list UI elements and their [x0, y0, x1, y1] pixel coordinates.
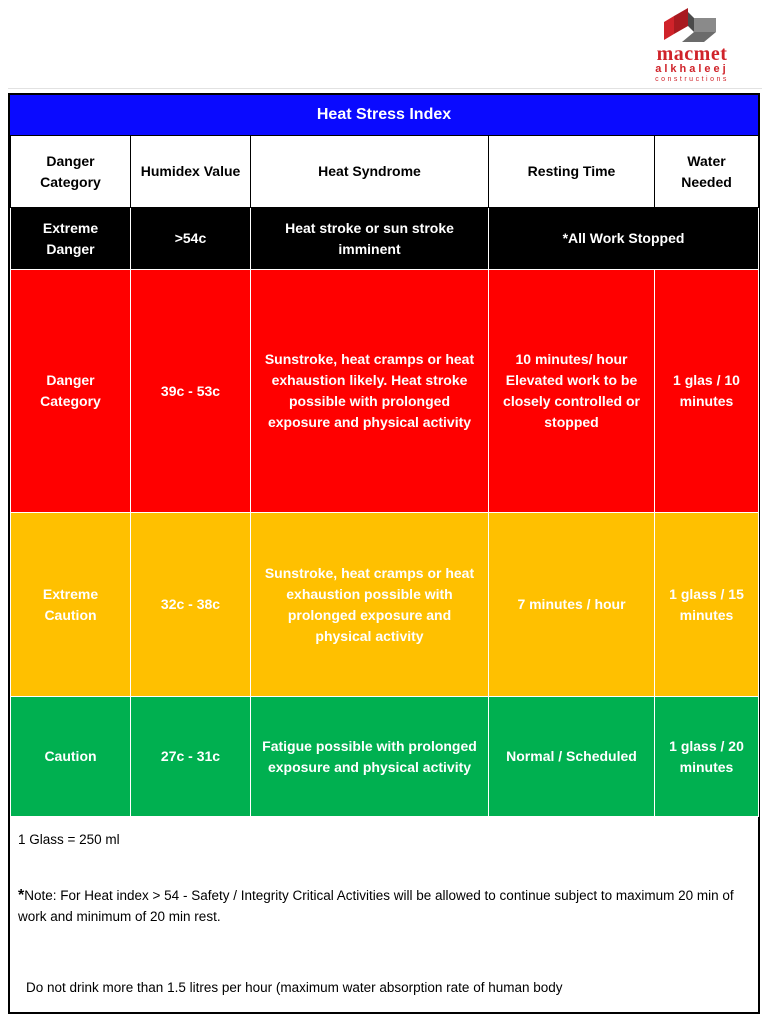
cell-resting: Normal / Scheduled [489, 697, 655, 817]
header-resting-time: Resting Time [489, 136, 655, 208]
cell-humidex: 32c - 38c [131, 513, 251, 697]
cell-water: 1 glas / 10 minutes [655, 270, 759, 513]
cell-humidex: >54c [131, 208, 251, 270]
cell-syndrome: Sunstroke, heat cramps or heat exhaustion possible with prolonged exposure and physical activity [251, 513, 489, 697]
table-header-row [11, 136, 759, 208]
note-text: Note: For Heat index > 54 - Safety / Integrity Critical Activities will be allowed to continue subject to maximum 20 min of work and minimum of 20 min rest. [18, 888, 734, 924]
building-logo-icon [660, 6, 724, 44]
cell-category: Extreme Danger [11, 208, 131, 270]
cell-resting: 10 minutes/ hour Elevated work to be closely controlled or stopped [489, 270, 655, 513]
heat-stress-table [10, 135, 759, 817]
table-row [11, 513, 759, 697]
table-row [11, 208, 759, 270]
cell-category: Caution [11, 697, 131, 817]
glass-note: 1 Glass = 250 ml [18, 832, 120, 847]
cell-humidex: 39c - 53c [131, 270, 251, 513]
table-row [11, 697, 759, 817]
drink-limit-note: Do not drink more than 1.5 litres per hour (maximum water absorption rate of human body [26, 980, 563, 995]
logo-brand-bottom: alkhaleej [655, 63, 729, 75]
table-title: Heat Stress Index [10, 95, 758, 135]
cell-water: 1 glass / 15 minutes [655, 513, 759, 697]
note-asterisk: * [18, 887, 25, 904]
heat-index-note [18, 885, 748, 927]
logo-brand-top: macmet [656, 43, 728, 65]
table-row [11, 270, 759, 513]
cell-category: Extreme Caution [11, 513, 131, 697]
header-heat-syndrome: Heat Syndrome [251, 136, 489, 208]
header-water-needed: Water Needed [655, 136, 759, 208]
cell-syndrome: Fatigue possible with prolonged exposure and physical activity [251, 697, 489, 817]
cell-humidex: 27c - 31c [131, 697, 251, 817]
header-humidex-value: Humidex Value [131, 136, 251, 208]
company-logo [636, 6, 748, 86]
cell-syndrome: Heat stroke or sun stroke imminent [251, 208, 489, 270]
logo-brand-sub: constructions [655, 76, 729, 83]
header-danger-category: Danger Category [11, 136, 131, 208]
cell-resting: 7 minutes / hour [489, 513, 655, 697]
cell-category: Danger Category [11, 270, 131, 513]
document-frame [8, 93, 760, 1014]
cell-water: 1 glass / 20 minutes [655, 697, 759, 817]
cell-syndrome: Sunstroke, heat cramps or heat exhaustion likely. Heat stroke possible with prolonged exposure and physical activity [251, 270, 489, 513]
header-divider [8, 88, 762, 89]
cell-all-work-stopped: *All Work Stopped [489, 208, 759, 270]
